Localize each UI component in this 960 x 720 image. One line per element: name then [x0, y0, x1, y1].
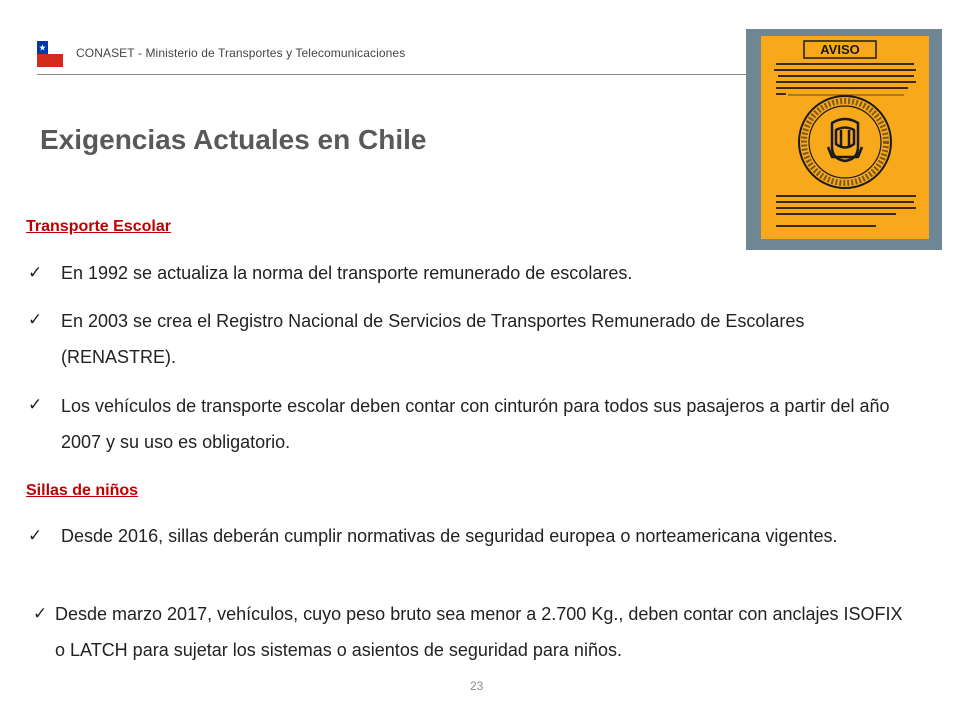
check-icon: ✓ [28, 526, 43, 545]
section-heading-transporte-escolar: Transporte Escolar [26, 218, 171, 235]
aviso-label-image [746, 29, 942, 250]
page-number: 23 [470, 679, 484, 693]
check-icon: ✓ [33, 604, 48, 623]
check-icon: ✓ [28, 310, 43, 329]
aviso-heading: AVISO [820, 42, 860, 57]
organization-name: CONASET - Ministerio de Transportes y Telecomunicaciones [76, 46, 406, 60]
header-divider [37, 74, 747, 75]
check-icon: ✓ [28, 263, 43, 282]
page-title: Exigencias Actuales en Chile [40, 124, 427, 155]
list-item: En 2003 se crea el Registro Nacional de Servicios de Transportes Remunerado de Escolares (RENASTRE). [61, 311, 805, 367]
chile-flag-logo [37, 41, 63, 67]
check-icon: ✓ [28, 395, 43, 414]
aviso-label-graphic [746, 29, 942, 250]
list-item: Desde marzo 2017, vehículos, cuyo peso bruto sea menor a 2.700 Kg., deben contar con anclajes ISOFIX o LATCH para sujetar los sistemas o asientos de seguridad para niños. [55, 604, 903, 660]
list-item: Desde 2016, sillas deberán cumplir normativas de seguridad europea o norteamericana vigentes. [61, 526, 838, 546]
list-item: Los vehículos de transporte escolar deben contar con cinturón para todos sus pasajeros a partir del año 2007 y su uso es obligatorio. [61, 396, 890, 452]
section-heading-sillas-de-ninos: Sillas de niños [26, 482, 139, 499]
list-item: En 1992 se actualiza la norma del transporte remunerado de escolares. [61, 263, 633, 283]
